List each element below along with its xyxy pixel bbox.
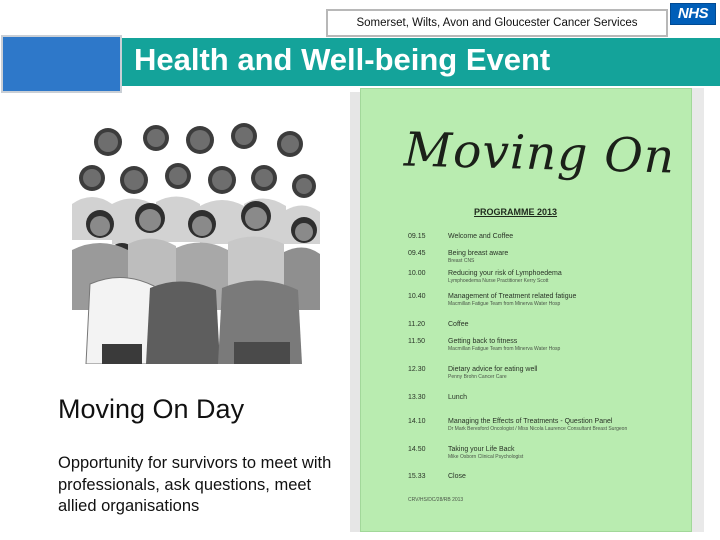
item-time: 11.50: [408, 338, 425, 345]
item-activity: Welcome and Coffee: [448, 233, 514, 240]
item-activity: Dietary advice for eating well: [448, 366, 538, 373]
item-detail: Macmillan Fatigue Team from Minerva Water Hosp: [448, 301, 561, 307]
programme-heading: PROGRAMME 2013: [474, 207, 558, 217]
item-detail: Penny Brohn Cancer Care: [448, 374, 507, 380]
item-time: 11.20: [408, 321, 425, 328]
item-activity: Close: [448, 473, 466, 480]
item-activity: Being breast aware: [448, 250, 509, 257]
programme-leaflet: [360, 88, 692, 532]
item-time: 12.30: [408, 366, 426, 373]
item-time: 14.50: [408, 446, 426, 453]
organisation-banner: Somerset, Wilts, Avon and Gloucester Cancer Services: [326, 9, 668, 37]
programme-left-edge: [350, 92, 360, 532]
item-activity: Taking your Life Back: [448, 446, 515, 453]
item-activity: Reducing your risk of Lymphoedema: [448, 270, 562, 277]
item-time: 10.40: [408, 293, 426, 300]
item-time: 09.15: [408, 233, 426, 240]
group-photo: [72, 120, 320, 364]
item-activity: Lunch: [448, 394, 468, 401]
programme-right-edge: [692, 88, 704, 532]
programme-reference: CRV/HS/DC/28/RB 2013: [408, 497, 464, 503]
item-activity: Coffee: [448, 321, 469, 328]
programme-title: Moving On: [403, 122, 676, 185]
item-time: 13.30: [408, 394, 426, 401]
item-detail: Lymphoedema Nurse Practitioner Kerry Scott: [448, 278, 549, 284]
item-detail: Dr Mark Beresford Oncologist / Miss Nicola Laurence Consultant Breast Surgeon: [448, 426, 628, 432]
event-subtitle: Moving On Day: [58, 394, 245, 424]
nhs-logo: NHS: [670, 3, 716, 25]
item-detail: Mike Osborn Clinical Psychologist: [448, 454, 524, 460]
item-activity: Getting back to fitness: [448, 338, 518, 345]
item-detail: Breast CNS: [448, 258, 475, 264]
item-detail: Macmillan Fatigue Team from Minerva Water Hosp: [448, 346, 561, 352]
item-time: 15.33: [408, 473, 426, 480]
item-activity: Management of Treatment related fatigue: [448, 293, 577, 300]
decorative-blue-block: [1, 35, 122, 93]
item-time: 10.00: [408, 270, 426, 277]
item-activity: Managing the Effects of Treatments - Question Panel: [448, 418, 613, 425]
page-title: Health and Well-being Event: [134, 42, 551, 77]
item-time: 14.10: [408, 418, 426, 425]
title-bar: [122, 38, 720, 86]
item-time: 09.45: [408, 250, 426, 257]
event-description: Opportunity for survivors to meet with professionals, ask questions, meet allied organisations: [58, 454, 332, 515]
